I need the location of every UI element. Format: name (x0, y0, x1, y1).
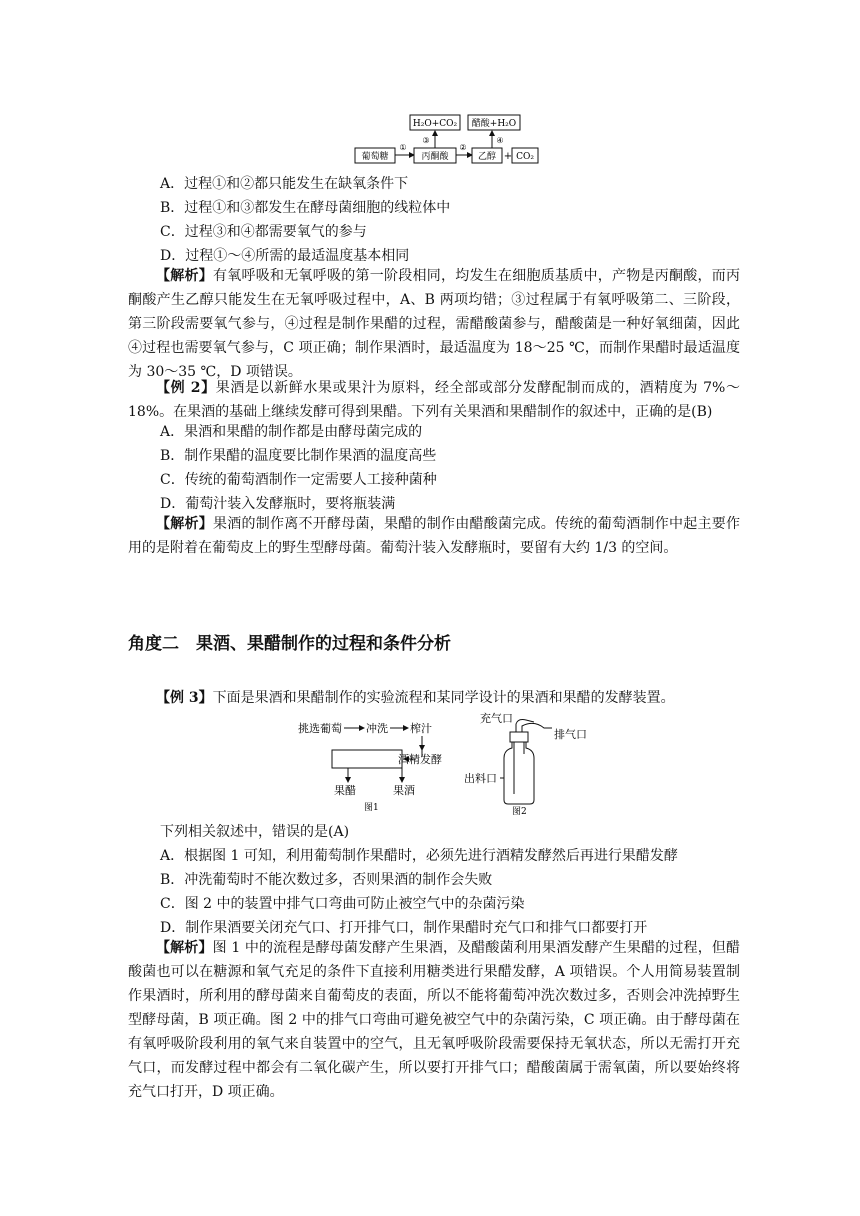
q3-option-a: A．根据图 1 可知，利用葡萄制作果醋时，必须先进行酒精发酵然后再进行果醋发酵 (160, 848, 678, 864)
fig2-outlet: 排气口 (554, 728, 587, 741)
q1-option-c: C．过程③和④都需要氧气的参与 (160, 224, 367, 240)
pyruvate-label: 丙酮酸 (421, 152, 449, 162)
acetic-acid-label: 醋酸+H₂O (471, 119, 517, 129)
step4-label: ④ (496, 136, 504, 145)
q3-option-d: D．制作果酒要关闭充气口、打开排气口，制作果醋时充气口和排气口都要打开 (160, 920, 648, 936)
q2-analysis (128, 512, 740, 560)
q3-analysis (128, 936, 740, 1104)
q2-option-d: D．葡萄汁装入发酵瓶时，要将瓶装满 (160, 496, 396, 512)
fig1-wine: 果酒 (393, 784, 415, 797)
analysis-tag: 【解析】 (156, 268, 213, 284)
step1-label: ① (399, 143, 407, 152)
pathway-diagram (352, 112, 542, 166)
fig2-drain: 出料口 (464, 772, 497, 785)
q2-tag: 【例 2】 (156, 380, 216, 396)
section-heading: 角度二 果酒、果醋制作的过程和条件分析 (128, 634, 451, 654)
q1-analysis-text: 有氧呼吸和无氧呼吸的第一阶段相同，均发生在细胞质基质中，产物是丙酮酸，而丙酮酸产生乙醇只能发生在无氧呼吸过程中，A、B 两项均错；③过程属于有氧呼吸第二、三阶段，第三阶段需要氧气参与，④过程是制作果醋的过程，需醋酸菌参与，醋酸菌是一种好氧细菌，因此④过程也需要氧气参与，C 项正确；制作果酒时，最适温度为 18～25 ℃，而制作果醋时最适温度为 30～35 ℃，D 项错误。 (128, 268, 740, 380)
q1-option-d: D．过程①～④所需的最适温度基本相同 (160, 248, 410, 264)
q2-stem-text: 果酒是以新鲜水果或果汁为原料，经全部或部分发酵配制而成的，酒精度为 7%～18%。在果酒的基础上继续发酵可得到果醋。下列有关果酒和果醋制作的叙述中，正确的是(B) (128, 380, 740, 420)
plus-sign: + (503, 151, 513, 162)
q3-option-b: B．冲洗葡萄时不能次数过多，否则果酒的制作会失败 (160, 872, 493, 888)
fig2-caption: 图2 (512, 807, 527, 816)
glucose-label: 葡萄糖 (361, 152, 389, 162)
q3-stem-text: 下面是果酒和果醋制作的实验流程和某同学设计的果酒和果醋的发酵装置。 (212, 690, 675, 706)
q1-option-a: A．过程①和②都只能发生在缺氧条件下 (160, 176, 409, 192)
q3-question: 下列相关叙述中，错误的是(A) (160, 824, 350, 840)
co2-label: CO₂ (516, 152, 534, 162)
q1-option-b: B．过程①和③都发生在酵母菌细胞的线粒体中 (160, 200, 451, 216)
fig1-caption: 图1 (364, 803, 379, 813)
q3-option-c: C．图 2 中的装置中排气口弯曲可防止被空气中的杂菌污染 (160, 896, 525, 912)
q3-tag: 【例 3】 (156, 690, 213, 706)
q3-stem (128, 686, 740, 710)
h2o-co2-label: H₂O+CO₂ (412, 119, 458, 129)
q1-analysis (128, 264, 740, 384)
fig1-ferment: 酒精发酵 (398, 753, 442, 766)
figure2-bottle (464, 710, 604, 816)
fig1-vinegar: 果醋 (334, 784, 356, 797)
q2-option-c: C．传统的葡萄酒制作一定需要人工接种菌种 (160, 472, 437, 488)
ethanol-label: 乙醇 (477, 152, 497, 162)
figure1-flow (298, 716, 448, 816)
q2-stem (128, 376, 740, 424)
q2-analysis-text: 果酒的制作离不开酵母菌，果醋的制作由醋酸菌完成。传统的葡萄酒制作中起主要作用的是附着在葡萄皮上的野生型酵母菌。葡萄汁装入发酵瓶时，要留有大约 1/3 的空间。 (128, 516, 740, 556)
fig1-juice: 榨汁 (410, 722, 432, 735)
step3-label: ③ (422, 136, 430, 145)
fig1-wash: 冲洗 (366, 722, 388, 735)
q2-option-a: A．果酒和果醋的制作都是由酵母菌完成的 (160, 424, 423, 440)
step2-label: ② (459, 143, 467, 152)
fig2-inlet: 充气口 (480, 712, 513, 725)
q3-analysis-text: 图 1 中的流程是酵母菌发酵产生果酒，及醋酸菌利用果酒发酵产生果醋的过程，但醋酸菌也可以在糖源和氧气充足的条件下直接利用糖类进行果醋发酵，A 项错误。个人用简易装置制作果酒时，所利用的酵母菌来自葡萄皮的表面，所以不能将葡萄冲洗次数过多，否则会冲洗掉野生型酵母菌，B 项正确。图 2 中的排气口弯曲可避免被空气中的杂菌污染，C 项正确。由于酵母菌在有氧呼吸阶段利用的氧气来自装置中的空气，且无氧呼吸阶段需要保持无氧状态，所以无需打开充气口，而发酵过程中都会有二氧化碳产生，所以要打开排气口；醋酸菌属于需氧菌，所以要始终将充气口打开，D 项正确。 (128, 940, 740, 1100)
q2-option-b: B．制作果醋的温度要比制作果酒的温度高些 (160, 448, 437, 464)
analysis-tag: 【解析】 (156, 516, 213, 532)
fig1-cycle-box (332, 750, 402, 768)
analysis-tag: 【解析】 (156, 940, 213, 956)
fig1-pick: 挑选葡萄 (298, 722, 342, 735)
